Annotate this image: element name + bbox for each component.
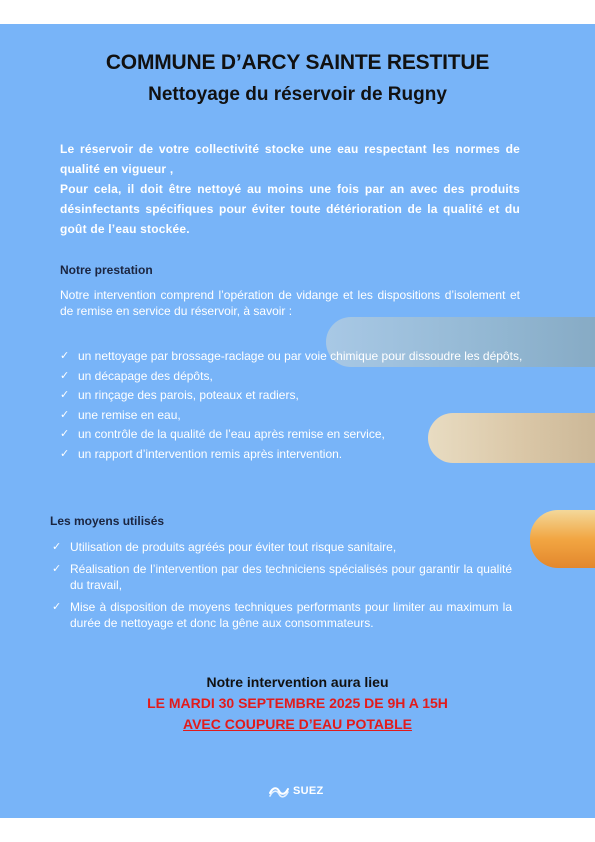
prestation-heading: Notre prestation <box>60 263 153 277</box>
intro-text-1: Le réservoir de votre collectivité stocke une eau respectant les normes de qualité en vigueur , <box>60 142 520 176</box>
intro-paragraph <box>60 139 520 239</box>
list-item-text: un décapage des dépôts, <box>78 368 213 383</box>
list-item-text: Utilisation de produits agréés pour éviter tout risque sanitaire, <box>70 540 397 554</box>
list-item-text: un contrôle de la qualité de l’eau après remise en service, <box>78 427 385 441</box>
check-icon: ✓ <box>52 563 62 575</box>
suez-logo-text: SUEZ <box>293 785 324 797</box>
page-subtitle: Nettoyage du réservoir de Rugny <box>148 84 447 105</box>
list-item <box>52 599 512 631</box>
check-icon: ✓ <box>52 601 62 613</box>
suez-wave-icon <box>268 784 290 798</box>
list-item <box>60 425 530 445</box>
check-icon: ✓ <box>60 350 70 362</box>
list-item <box>60 367 530 387</box>
check-icon: ✓ <box>60 369 70 382</box>
moyens-list <box>52 539 512 637</box>
list-item-text: un rapport d’intervention remis après intervention. <box>78 446 343 461</box>
list-item-text: Mise à disposition de moyens techniques performants pour limiter au maximum la durée de nettoyage et donc la gêne aux consommateurs. <box>70 600 512 630</box>
check-icon: ✓ <box>60 389 70 401</box>
check-icon: ✓ <box>60 428 70 440</box>
list-item <box>52 539 512 555</box>
suez-logo <box>268 784 324 798</box>
list-item <box>60 386 530 406</box>
flyer-page <box>0 24 595 818</box>
list-item <box>60 406 530 426</box>
list-item <box>60 445 530 465</box>
list-item <box>60 347 530 367</box>
notice-date: LE MARDI 30 SEPTEMBRE 2025 DE 9H A 15H <box>147 695 448 711</box>
list-item-text: une remise en eau, <box>78 407 181 422</box>
list-item <box>52 561 512 593</box>
notice-water-cut: AVEC COUPURE D’EAU POTABLE <box>183 716 412 732</box>
check-icon: ✓ <box>52 541 62 553</box>
prestation-list <box>60 347 530 464</box>
notice-intro: Notre intervention aura lieu <box>206 674 389 690</box>
prestation-description: Notre intervention comprend l’opération de vidange et les dispositions d’isolement et de remise en service du réservoir, à savoir : <box>60 288 520 318</box>
list-item-text: un nettoyage par brossage-raclage ou par voie chimique pour dissoudre les dépôts, <box>78 349 523 363</box>
list-item-text: un rinçage des parois, poteaux et radiers, <box>78 388 299 402</box>
check-icon: ✓ <box>60 408 70 421</box>
page-title: COMMUNE D’ARCY SAINTE RESTITUE <box>105 51 490 74</box>
list-item-text: Réalisation de l’intervention par des techniciens spécialisés pour garantir la qualité du travail, <box>70 562 512 592</box>
moyens-heading: Les moyens utilisés <box>50 514 165 528</box>
decorative-band-orange <box>530 510 595 568</box>
check-icon: ✓ <box>60 447 70 460</box>
intro-text-2: Pour cela, il doit être nettoyé au moins une fois par an avec des produits désinfectants spécifiques pour éviter toute détérioration de la qualité et du goût de l’eau stockée. <box>60 182 520 236</box>
